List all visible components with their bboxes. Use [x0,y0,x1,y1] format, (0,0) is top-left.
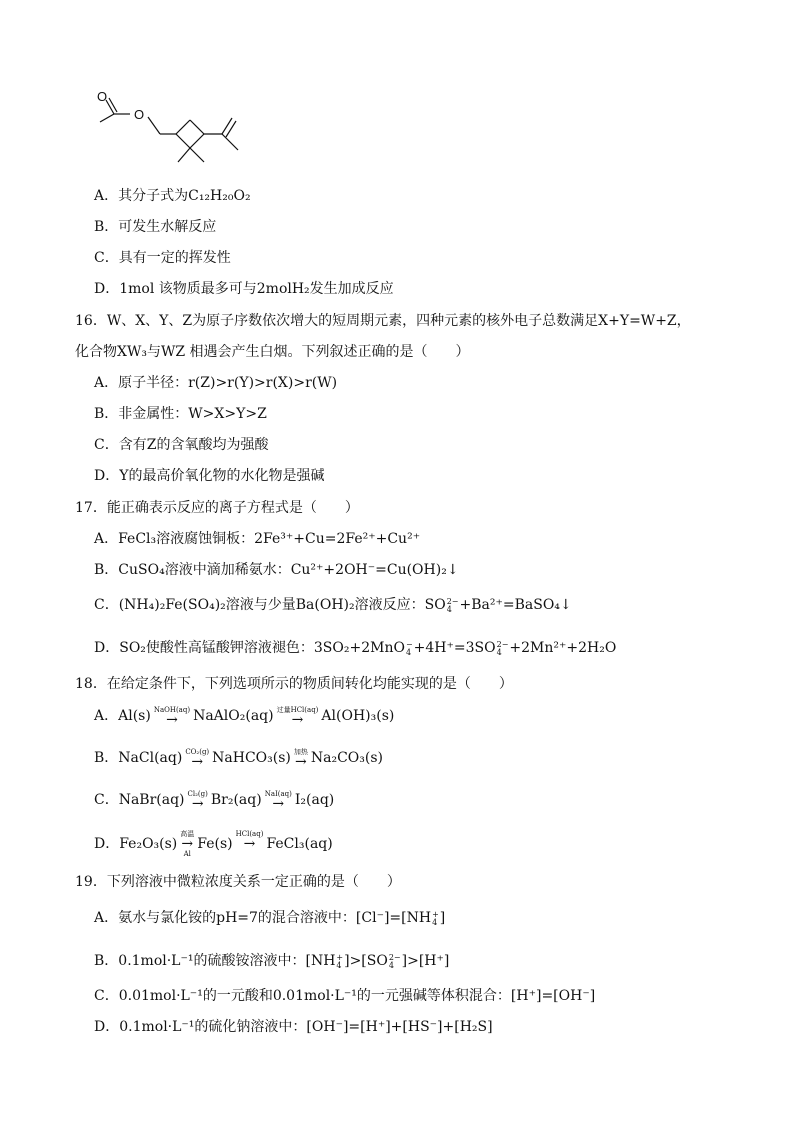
bracket-close: ] [439,910,446,926]
q16-stem-line2: 化合物XW₃与WZ 相遇会产生白烟。下列叙述正确的是（ ） [75,344,470,360]
q17-option-d [94,638,616,658]
reaction-arrow [185,748,209,768]
reactant: A．Al(s) [94,708,151,724]
sulfate-ion-script [389,954,401,970]
q17-option-d-post: +2Mn²⁺+2H₂O [509,640,617,656]
ion-subscript: 4 [405,648,412,657]
q18-option-a [94,706,394,734]
ion-subscript: 4 [432,918,438,927]
q16-option-a: A．原子半径：r(Z)>r(Y)>r(X)>r(W) [94,375,338,391]
q19-option-b-mid: ]>[SO [344,953,388,969]
ion-subscript: 4 [496,648,502,657]
ion-subscript: 4 [446,605,452,614]
arrow-icon: → [272,796,285,812]
reaction-arrow [236,830,264,858]
q19-option-a-text: A．氨水与氯化铵的pH=7的混合溶液中：[Cl⁻]=[NH [94,910,432,926]
q18-option-b [94,748,383,776]
ion-charge: + [336,953,344,962]
q16-option-b: B．非金属性：W>X>Y>Z [94,406,267,422]
arrow-condition: 高温 [180,830,195,838]
q19-option-c: C．0.01mol·L⁻¹的一元酸和0.01mol·L⁻¹的一元强碱等体积混合：[H⁺]=[OH⁻] [94,988,596,1004]
q19-option-a [94,908,445,928]
product: FeCl₃(aq) [266,836,333,852]
q18-stem: 18．在给定条件下，下列选项所示的物质间转化均能实现的是（ ） [75,676,513,692]
q19-option-d: D．0.1mol·L⁻¹的硫化钠溶液中：[OH⁻]=[H⁺]+[HS⁻]+[H₂S] [94,1019,493,1035]
q17-option-c [94,595,572,615]
arrow-spacer [248,850,250,858]
product: I₂(aq) [294,792,335,808]
q16-option-d: D．Y的最高价氧化物的水化物是强碱 [94,468,325,484]
ion-charge: 2− [388,953,401,962]
product: Na₂CO₃(s) [310,750,383,766]
q17-option-d-pre: D．SO₂使酸性高锰酸钾溶液褪色：3SO₂+2MnO [94,640,405,656]
arrow-condition: NaI(aq) [264,790,292,798]
arrow-condition-below: Al [183,850,191,858]
arrow-icon: → [181,836,194,852]
q17-option-c-pre: C．(NH₄)₂Fe(SO₄)₂溶液与少量Ba(OH)₂溶液反应：SO [94,597,446,613]
ion-charge: 2− [496,640,509,649]
reaction-arrow [265,790,292,810]
reaction-arrow [277,706,319,726]
ammonium-ion-script [336,954,343,970]
reaction-arrow [180,830,194,858]
q17-option-d-mid: +4H⁺=3SO [413,640,496,656]
q15-option-c: C．具有一定的挥发性 [94,250,231,266]
arrow-condition: NaOH(aq) [153,706,191,714]
svg-text:O: O [97,89,108,104]
q19-option-b-pre: B．0.1mol·L⁻¹的硫酸铵溶液中：[NH [94,953,336,969]
reactant: C．NaBr(aq) [94,792,185,808]
q15-option-a: A．其分子式为C₁₂H₂₀O₂ [94,188,251,204]
sulfate-ion-script [447,598,459,614]
q17-option-a: A．FeCl₃溶液腐蚀铜板：2Fe³⁺+Cu=2Fe²⁺+Cu²⁺ [94,531,421,547]
ion-charge: − [405,640,413,649]
intermediate: Br₂(aq) [210,792,262,808]
intermediate: NaAlO₂(aq) [193,708,274,724]
q17-option-b: B．CuSO₄溶液中滴加稀氨水：Cu²⁺+2OH⁻=Cu(OH)₂↓ [94,562,459,578]
arrow-icon: → [166,712,178,728]
permanganate-ion-script [406,641,413,657]
arrow-condition: 加热 [293,748,308,756]
molecule-structure [0,0,794,180]
ion-charge: + [432,910,439,919]
intermediate: Fe(s) [197,836,233,852]
arrow-icon: → [243,836,256,852]
q17-stem: 17．能正确表示反应的离子方程式是（ ） [75,500,359,516]
reaction-arrow [188,790,208,810]
reaction-arrow [294,748,308,768]
sulfate-ion-script [497,641,509,657]
arrow-condition: Cl₂(g) [187,790,208,798]
ion-charge: 2− [446,597,459,606]
ion-subscript: 4 [336,961,342,970]
arrow-icon: → [191,796,204,812]
q19-option-b-post: ]>[H⁺] [401,953,450,969]
q17-option-c-post: +Ba²⁺=BaSO₄↓ [459,597,572,613]
arrow-icon: → [295,754,307,770]
arrow-condition: 过量HCl(aq) [276,706,319,714]
q18-option-c [94,790,334,818]
q16-option-c: C．含有Z的含氧酸均为强酸 [94,437,269,453]
ion-subscript: 4 [388,961,394,970]
q19-stem: 19．下列溶液中微粒浓度关系一定正确的是（ ） [75,874,401,890]
reactant: B．NaCl(aq) [94,750,183,766]
arrow-condition: HCl(aq) [235,830,264,838]
reaction-arrow [154,706,190,726]
arrow-condition: CO₂(g) [185,748,210,756]
q18-option-d [94,830,333,864]
arrow-icon: → [291,712,304,728]
arrow-icon: → [191,754,204,770]
intermediate: NaHCO₃(s) [212,750,291,766]
product: Al(OH)₃(s) [321,708,395,724]
svg-text:O: O [134,107,145,122]
q15-option-b: B．可发生水解反应 [94,219,217,235]
q16-stem-line1: 16．W、X、Y、Z为原子序数依次增大的短周期元素，四种元素的核外电子总数满足X+Y=W+Z， [75,313,691,329]
q15-option-d: D．1mol 该物质最多可与2molH₂发生加成反应 [94,281,394,297]
q19-option-b [94,951,449,971]
ammonium-ion-script [432,911,439,927]
reactant: D．Fe₂O₃(s) [94,836,178,852]
